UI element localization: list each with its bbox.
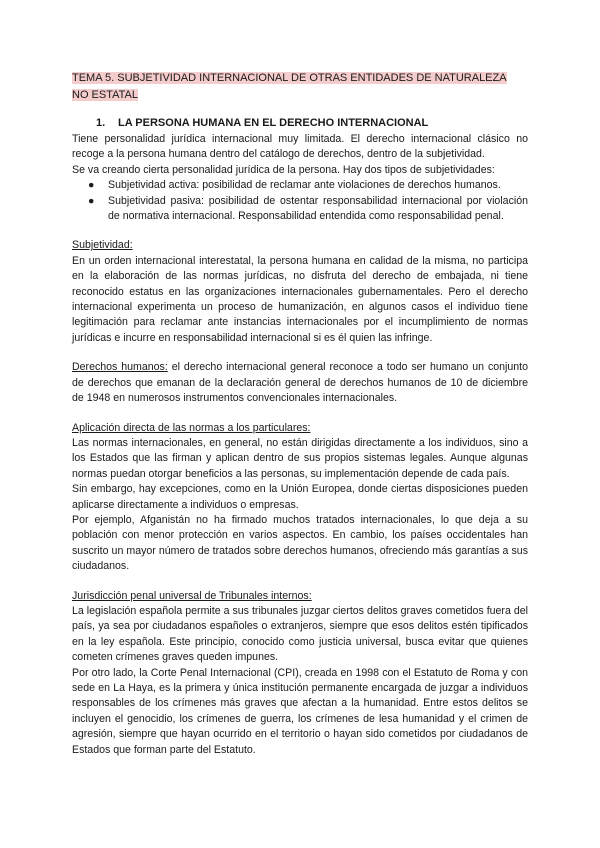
aplicacion-heading: Aplicación directa de las normas a los particulares: (72, 421, 311, 434)
title-line-2: NO ESTATAL (72, 89, 139, 101)
section-1-number: 1. (96, 117, 106, 129)
subjetividad-paragraph: En un orden internacional interestatal, la persona humana en calidad de la misma, no participa en la elaboración de las normas jurídicas, no disfruta del derecho de embajada, ni tiene reconocido estatus en las organizaciones internacionales gubernamentales. Pero el derecho internacional experimenta un proceso de humanización, en algunos casos el individuo tiene legitimación para reclamar ante instancias internacionales por el incumplimiento de normas jurídicas e incurre en responsabilidad internacional si es él quien las infringe. (72, 254, 528, 344)
bullet-icon: ● (88, 194, 95, 207)
section-1-intro: Tiene personalidad jurídica internacional muy limitada. El derecho internacional clásico no recoge a la persona humana dentro del catálogo de derechos, dentro de la subjetividad. (72, 133, 528, 161)
bullet-icon: ● (88, 179, 95, 192)
subjetividad-heading: Subjetividad: (72, 239, 133, 252)
list-item (72, 194, 528, 225)
jurisdiccion-paragraph-1: La legislación española permite a sus tribunales juzgar ciertos delitos graves cometidos fuera del país, ya sea por ciudadanos españoles o extranjeros, siempre que esos delitos estén tipificados en la ley española. Este principio, conocido como justicia universal, busca evitar que quienes cometen crímenes graves queden impunes. (72, 604, 528, 664)
jurisdiccion-heading: Jurisdicción penal universal de Tribunales internos: (72, 589, 312, 602)
subjectivity-types-list (72, 178, 528, 224)
aplicacion-paragraph-3: Por ejemplo, Afganistán no ha firmado muchos tratados internacionales, lo que deja a su población con menor protección en varios aspectos. En cambio, los países occidentales han suscrito un mayor número de tratados sobre derechos humanos, ofreciendo más garantías a sus ciudadanos. (72, 513, 528, 573)
derechos-heading: Derechos humanos: (72, 361, 168, 374)
list-item-text: Subjetividad pasiva: posibilidad de ostentar responsabilidad internacional por violación de normativa internacional. Responsabilidad entendida como responsabilidad penal. (108, 194, 528, 223)
aplicacion-paragraph-1: Las normas internacionales, en general, no están dirigidas directamente a los individuos, sino a los Estados que las firman y aplican dentro de sus propios sistemas legales. Aunque algunas normas puedan otorgar beneficios a las personas, su implementación depende de cada país. (72, 436, 528, 480)
derechos-text: el derecho internacional general reconoce a todo ser humano un conjunto de derechos que emanan de la declaración general de derechos humanos de 10 de diciembre de 1948 en numerosos instrumentos convencionales internacionales. (72, 361, 528, 405)
title-line-1: TEMA 5. SUBJETIVIDAD INTERNACIONAL DE OTRAS ENTIDADES DE NATURALEZA (72, 72, 507, 84)
aplicacion-paragraph-2: Sin embargo, hay excepciones, como en la Unión Europea, donde ciertas disposiciones pueden aplicarse directamente a individuos o empresas. (72, 483, 528, 511)
list-item (72, 178, 528, 193)
section-1-heading (72, 116, 528, 131)
section-1-heading-text: LA PERSONA HUMANA EN EL DERECHO INTERNACIONAL (118, 117, 429, 129)
document-title (72, 70, 528, 104)
derechos-paragraph (72, 360, 528, 406)
list-item-text: Subjetividad activa: posibilidad de reclamar ante violaciones de derechos humanos. (108, 179, 501, 192)
section-1-intro-2: Se va creando cierta personalidad jurídica de la persona. Hay dos tipos de subjetividades: (72, 163, 495, 176)
jurisdiccion-paragraph-2: Por otro lado, la Corte Penal Internacional (CPI), creada en 1998 con el Estatuto de Roma y con sede en La Haya, es la primera y única institución permanente encargada de juzgar a individuos responsables de los crímenes más graves que afectan a la humanidad. Entre estos delitos se incluyen el genocidio, los crímenes de guerra, los crímenes de lesa humanidad y el crimen de agresión, siempre que hayan ocurrido en el territorio o hayan sido cometidos por ciudadanos de Estados que forman parte del Estatuto. (72, 666, 528, 756)
